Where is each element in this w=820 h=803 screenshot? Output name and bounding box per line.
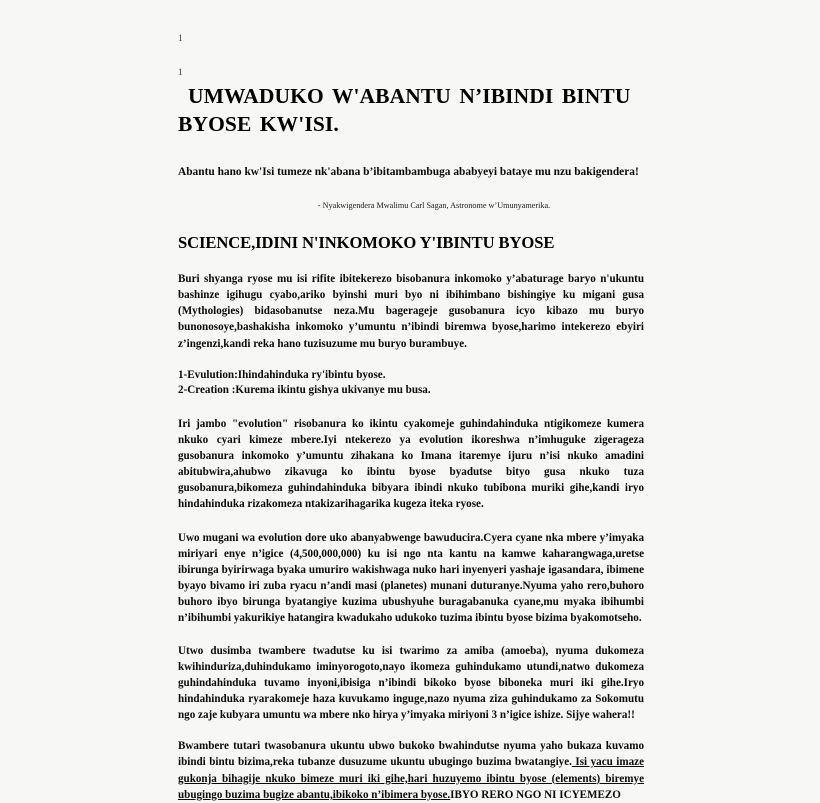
paragraph-5-tail: IBYO RERO NGO NI ICYEMEZO [450,788,621,801]
page-marker-second: 1 [178,68,183,79]
paragraph-5 [178,738,644,802]
paragraph-2: Iri jambo "evolution" risobanura ko ikintu cyakomeje guhindahinduka ntigikomeze kumera nkuko cyari kimeze mbere.Iyi ntekerezo ya evolution ikoreshwa n’imhuguke zigerageza gusobanura inkomoko y’umuntu zihakana ko Imana itaremye ijuru n’isi nkuko amadini abitubwira,ahubwo zikavuga ko ibintu byose byadutse bityo gusa nkuko tuza gusobanura,bikomeza guhindahinduka bibyara ibindi nkuko tubibona muriki gihe,kandi iryo hindahinduka rizakomeza ntakizarihagarika kugeza iteka ryose. [178,418,644,511]
paragraph-3: Uwo mugani wa evolution dore uko abanyabwenge bawuducira.Cyera cyane nka mbere y’imyaka miriyari enye n’igice (4,500,000,000) ku isi ngo nta kantu na kamwe kaharangwaga,uretse ibirunga byirirwaga byaka umuriro wakishwaga nuko hari inyenyeri yashaje igasandara, ibimene byayo bivamo iri zuba ryacu n’andi masi (planetes) munani duturanye.Nyuma yaho rero,buhoro buhoro ibyo birunga byatangiye kuzima ubushyuhe buragabanuka cyane,mu myaka ibihumbi n’ibihumbi yakurikiye hatangira kwadukaho udukoko tuzima ibintu byose bizima byakomotseho. [178,531,644,624]
section-heading: SCIENCE,IDINI N'INKOMOKO Y'IBINTU BYOSE [178,233,555,253]
document-title: UMWADUKO W'ABANTU N’IBINDI BINTU BYOSE KW'ISI. [178,83,631,137]
paragraph-5-underlined: Isi yacu imaze gukonja bihagije nkuko bimeze muri iki gihe,hari huzuyemo ibintu byose (elements) biremye ubugingo buzima bugize abantu,ibikoko n’ibimera byose. [178,756,644,801]
definition-item-evolution: 1-Evulution:Ihindahinduka ry'ibintu byose. [178,368,386,381]
document-content [178,34,644,803]
definitions-list [178,368,644,400]
page-marker-top: 1 [178,34,183,44]
paragraph-4: Utwo dusimba twambere twadutse ku isi twarimo za amiba (amoeba), nyuma dukomeza kwihinduriza,duhindukamo iminyorogoto,nayo ikomeza guhindukamo utundi,natwo dukomeza guhindahinduka tuvamo inyoni,ibisiga n’ibindi bikoko byose biboneka muri iki gihe.Iryo hindahinduka ryarakomeje haza kuvukamo inguge,nazo nyuma ziza guhindukamo za Sokomutu ngo zaje kubyara umuntu wa mbere nko hirya y’imyaka miriyoni 3 n’igice ishize. Sijye wahera!! [178,645,644,722]
paragraph-1: Buri shyanga ryose mu isi rifite ibitekerezo bisobanura inkomoko y’abaturage baryo n'ukuntu bashinze igihugu cyabo,ariko byinshi muri byo ni ibihimbano bishingiye ku migani gusa (Mythologies) bidasobanutse neza.Mu bagerageje gusobanura icyo kibazo mu buryo bunonosoye,bashakisha inkomoko y’umuntu n’ibindi biremwa byose,harimo intekerezo ebyiri z’ingenzi,kandi reka hano tuzisuzume mu buryo burambuye. [178,273,644,350]
paragraph-5-lead: Bwambere tutari twasobanura ukuntu ubwo bukoko bwahindutse nyuma yaho bukaza kuvamo ibindi bintu bizima,reka tubanze dusuzume ukuntu ubugingo buzima bwatangiye. [178,740,644,769]
definition-item-creation: 2-Creation :Kurema ikintu gishya ukivanye mu busa. [178,384,431,397]
quote-attribution: - Nyakwigendera Mwalimu Carl Sagan, Astronome w’Umunyamerika. [317,200,551,210]
document-subtitle: Abantu hano kw'Isi tumeze nk'abana b’ibitambambuga ababyeyi bataye mu nzu bakigendera! [178,166,639,179]
